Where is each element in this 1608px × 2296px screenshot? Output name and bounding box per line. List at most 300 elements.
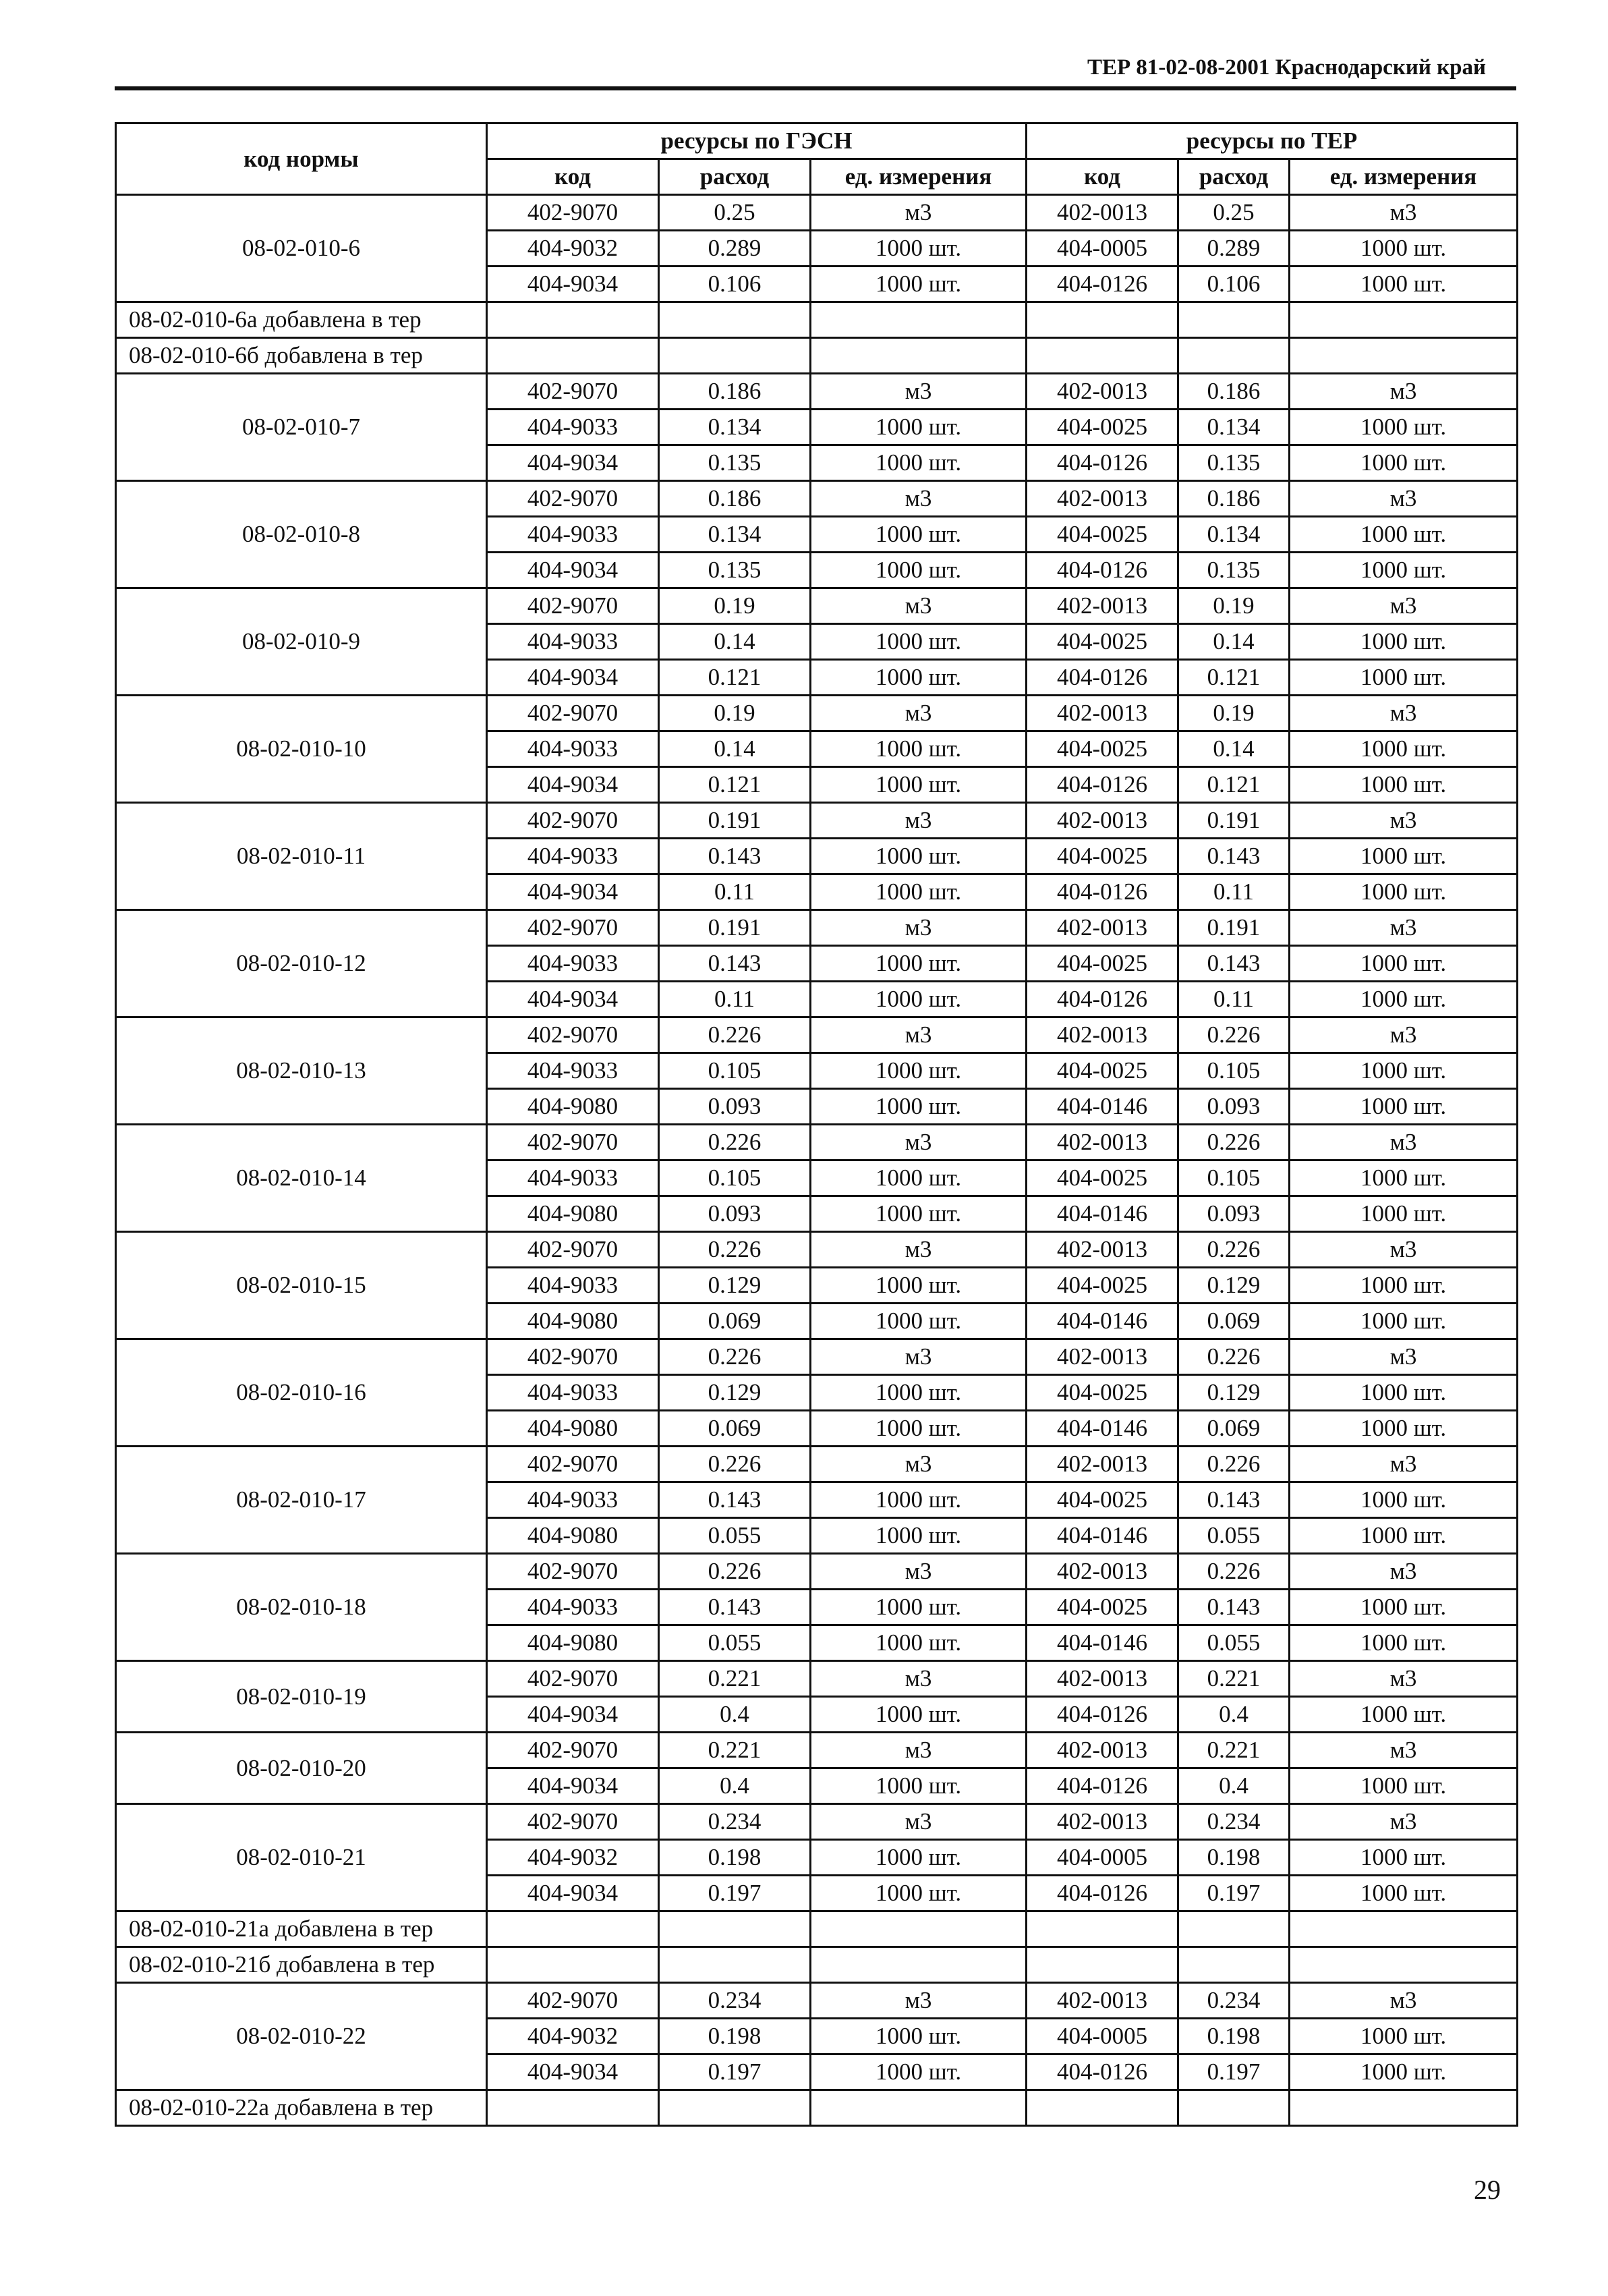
norm-code-cell: 08-02-010-6б добавлена в тер bbox=[116, 338, 487, 374]
gesn-code-cell: 404-9034 bbox=[487, 445, 659, 481]
gesn-usage-cell: 0.143 bbox=[659, 1482, 811, 1518]
ter-unit-cell: 1000 шт. bbox=[1290, 1518, 1518, 1554]
gesn-unit-cell: м3 bbox=[811, 1804, 1027, 1840]
gesn-code-cell: 404-9033 bbox=[487, 1482, 659, 1518]
resources-table bbox=[115, 122, 1518, 2127]
ter-unit-cell: 1000 шт. bbox=[1290, 624, 1518, 660]
ter-unit-cell: 1000 шт. bbox=[1290, 553, 1518, 588]
gesn-usage-cell: 0.186 bbox=[659, 481, 811, 517]
ter-code-cell: 404-0126 bbox=[1027, 1768, 1178, 1804]
gesn-code-cell: 404-9080 bbox=[487, 1411, 659, 1447]
gesn-code-cell: 404-9032 bbox=[487, 1840, 659, 1876]
ter-code-cell: 404-0025 bbox=[1027, 946, 1178, 982]
ter-unit-cell: 1000 шт. bbox=[1290, 1411, 1518, 1447]
table-row-added bbox=[116, 338, 1518, 374]
gesn-unit-cell: 1000 шт. bbox=[811, 2019, 1027, 2054]
gesn-usage-cell: 0.186 bbox=[659, 374, 811, 410]
gesn-code-cell: 404-9033 bbox=[487, 839, 659, 874]
ter-usage-cell: 0.069 bbox=[1178, 1411, 1290, 1447]
gesn-code-cell: 402-9070 bbox=[487, 374, 659, 410]
ter-unit-cell: 1000 шт. bbox=[1290, 1482, 1518, 1518]
gesn-code-cell: 402-9070 bbox=[487, 910, 659, 946]
empty-cell bbox=[1027, 302, 1178, 338]
ter-usage-cell: 0.234 bbox=[1178, 1804, 1290, 1840]
page-number: 29 bbox=[1474, 2175, 1501, 2205]
gesn-usage-cell: 0.221 bbox=[659, 1733, 811, 1768]
ter-unit-cell: 1000 шт. bbox=[1290, 2054, 1518, 2090]
ter-unit-cell: 1000 шт. bbox=[1290, 2019, 1518, 2054]
norm-code-cell: 08-02-010-22 bbox=[116, 1983, 487, 2090]
gesn-code-cell: 404-9033 bbox=[487, 410, 659, 445]
empty-cell bbox=[1290, 1947, 1518, 1983]
gesn-code-cell: 404-9033 bbox=[487, 1375, 659, 1411]
table-row bbox=[116, 374, 1518, 410]
empty-cell bbox=[1178, 302, 1290, 338]
gesn-code-cell: 402-9070 bbox=[487, 1447, 659, 1482]
ter-usage-cell: 0.226 bbox=[1178, 1554, 1290, 1590]
gesn-unit-cell: 1000 шт. bbox=[811, 2054, 1027, 2090]
gesn-unit-cell: 1000 шт. bbox=[811, 1625, 1027, 1661]
ter-unit-cell: 1000 шт. bbox=[1290, 1196, 1518, 1232]
empty-cell bbox=[487, 1947, 659, 1983]
empty-cell bbox=[659, 2090, 811, 2126]
ter-usage-cell: 0.221 bbox=[1178, 1733, 1290, 1768]
gesn-code-cell: 404-9034 bbox=[487, 2054, 659, 2090]
ter-usage-cell: 0.135 bbox=[1178, 553, 1290, 588]
gesn-code-cell: 402-9070 bbox=[487, 1983, 659, 2019]
gesn-code-cell: 404-9080 bbox=[487, 1196, 659, 1232]
gesn-unit-cell: м3 bbox=[811, 696, 1027, 731]
ter-code-cell: 404-0146 bbox=[1027, 1411, 1178, 1447]
ter-unit-cell: 1000 шт. bbox=[1290, 839, 1518, 874]
empty-cell bbox=[1290, 302, 1518, 338]
ter-code-cell: 402-0013 bbox=[1027, 1232, 1178, 1268]
ter-code-cell: 404-0025 bbox=[1027, 839, 1178, 874]
gesn-usage-cell: 0.226 bbox=[659, 1125, 811, 1160]
gesn-usage-cell: 0.226 bbox=[659, 1232, 811, 1268]
table-row bbox=[116, 1661, 1518, 1697]
gesn-code-cell: 402-9070 bbox=[487, 1661, 659, 1697]
gesn-usage-cell: 0.198 bbox=[659, 2019, 811, 2054]
ter-usage-cell: 0.14 bbox=[1178, 624, 1290, 660]
ter-code-cell: 404-0025 bbox=[1027, 1268, 1178, 1304]
empty-cell bbox=[659, 1947, 811, 1983]
ter-code-cell: 404-0025 bbox=[1027, 731, 1178, 767]
ter-code-cell: 404-0025 bbox=[1027, 1160, 1178, 1196]
empty-cell bbox=[487, 302, 659, 338]
ter-usage-cell: 0.289 bbox=[1178, 231, 1290, 267]
ter-usage-cell: 0.198 bbox=[1178, 2019, 1290, 2054]
gesn-unit-cell: 1000 шт. bbox=[811, 553, 1027, 588]
table-row-added bbox=[116, 2090, 1518, 2126]
gesn-usage-cell: 0.226 bbox=[659, 1554, 811, 1590]
gesn-unit-cell: м3 bbox=[811, 803, 1027, 839]
gesn-unit-cell: м3 bbox=[811, 1661, 1027, 1697]
ter-usage-cell: 0.14 bbox=[1178, 731, 1290, 767]
ter-usage-cell: 0.226 bbox=[1178, 1125, 1290, 1160]
ter-code-cell: 402-0013 bbox=[1027, 910, 1178, 946]
empty-cell bbox=[811, 1947, 1027, 1983]
ter-unit-cell: м3 bbox=[1290, 1447, 1518, 1482]
gesn-unit-cell: м3 bbox=[811, 910, 1027, 946]
table-row bbox=[116, 910, 1518, 946]
ter-code-cell: 402-0013 bbox=[1027, 1554, 1178, 1590]
ter-unit-cell: м3 bbox=[1290, 588, 1518, 624]
col-group-ter: ресурсы по ТЕР bbox=[1027, 123, 1518, 159]
ter-code-cell: 404-0126 bbox=[1027, 874, 1178, 910]
gesn-code-cell: 402-9070 bbox=[487, 1232, 659, 1268]
gesn-unit-cell: м3 bbox=[811, 1017, 1027, 1053]
gesn-unit-cell: 1000 шт. bbox=[811, 1697, 1027, 1733]
gesn-usage-cell: 0.143 bbox=[659, 1590, 811, 1625]
gesn-usage-cell: 0.129 bbox=[659, 1375, 811, 1411]
gesn-usage-cell: 0.093 bbox=[659, 1089, 811, 1125]
ter-code-cell: 404-0126 bbox=[1027, 767, 1178, 803]
gesn-usage-cell: 0.105 bbox=[659, 1053, 811, 1089]
ter-code-cell: 402-0013 bbox=[1027, 1447, 1178, 1482]
ter-usage-cell: 0.197 bbox=[1178, 1876, 1290, 1911]
empty-cell bbox=[1027, 2090, 1178, 2126]
gesn-unit-cell: 1000 шт. bbox=[811, 1304, 1027, 1339]
norm-code-cell: 08-02-010-21а добавлена в тер bbox=[116, 1911, 487, 1947]
ter-code-cell: 402-0013 bbox=[1027, 1125, 1178, 1160]
norm-code-cell: 08-02-010-6 bbox=[116, 195, 487, 302]
ter-unit-cell: м3 bbox=[1290, 481, 1518, 517]
gesn-unit-cell: 1000 шт. bbox=[811, 1196, 1027, 1232]
gesn-unit-cell: 1000 шт. bbox=[811, 517, 1027, 553]
norm-code-cell: 08-02-010-12 bbox=[116, 910, 487, 1017]
empty-cell bbox=[487, 338, 659, 374]
norm-code-cell: 08-02-010-9 bbox=[116, 588, 487, 696]
ter-code-cell: 402-0013 bbox=[1027, 1339, 1178, 1375]
gesn-unit-cell: 1000 шт. bbox=[811, 1160, 1027, 1196]
gesn-unit-cell: 1000 шт. bbox=[811, 1482, 1027, 1518]
gesn-code-cell: 404-9080 bbox=[487, 1518, 659, 1554]
empty-cell bbox=[1027, 338, 1178, 374]
col-header-norm-code: код нормы bbox=[116, 123, 487, 195]
empty-cell bbox=[1178, 1947, 1290, 1983]
ter-unit-cell: 1000 шт. bbox=[1290, 1089, 1518, 1125]
norm-code-cell: 08-02-010-8 bbox=[116, 481, 487, 588]
ter-usage-cell: 0.226 bbox=[1178, 1232, 1290, 1268]
gesn-usage-cell: 0.226 bbox=[659, 1339, 811, 1375]
ter-code-cell: 404-0126 bbox=[1027, 660, 1178, 696]
gesn-unit-cell: м3 bbox=[811, 1554, 1027, 1590]
gesn-unit-cell: 1000 шт. bbox=[811, 731, 1027, 767]
ter-unit-cell: 1000 шт. bbox=[1290, 267, 1518, 302]
gesn-unit-cell: 1000 шт. bbox=[811, 1590, 1027, 1625]
ter-unit-cell: 1000 шт. bbox=[1290, 1160, 1518, 1196]
ter-code-cell: 404-0025 bbox=[1027, 1375, 1178, 1411]
gesn-unit-cell: 1000 шт. bbox=[811, 624, 1027, 660]
gesn-usage-cell: 0.14 bbox=[659, 731, 811, 767]
gesn-code-cell: 402-9070 bbox=[487, 1125, 659, 1160]
ter-code-cell: 402-0013 bbox=[1027, 374, 1178, 410]
ter-unit-cell: м3 bbox=[1290, 1804, 1518, 1840]
gesn-code-cell: 402-9070 bbox=[487, 1804, 659, 1840]
empty-cell bbox=[487, 1911, 659, 1947]
ter-code-cell: 404-0126 bbox=[1027, 1697, 1178, 1733]
ter-usage-cell: 0.134 bbox=[1178, 517, 1290, 553]
ter-code-cell: 404-0146 bbox=[1027, 1304, 1178, 1339]
empty-cell bbox=[811, 302, 1027, 338]
ter-usage-cell: 0.4 bbox=[1178, 1697, 1290, 1733]
col-group-gesn: ресурсы по ГЭСН bbox=[487, 123, 1027, 159]
gesn-usage-cell: 0.191 bbox=[659, 803, 811, 839]
ter-usage-cell: 0.055 bbox=[1178, 1625, 1290, 1661]
gesn-unit-cell: м3 bbox=[811, 588, 1027, 624]
table-body bbox=[116, 195, 1518, 2126]
ter-usage-cell: 0.069 bbox=[1178, 1304, 1290, 1339]
ter-usage-cell: 0.121 bbox=[1178, 660, 1290, 696]
ter-code-cell: 404-0025 bbox=[1027, 624, 1178, 660]
ter-unit-cell: 1000 шт. bbox=[1290, 517, 1518, 553]
gesn-code-cell: 404-9032 bbox=[487, 2019, 659, 2054]
gesn-usage-cell: 0.143 bbox=[659, 839, 811, 874]
gesn-code-cell: 402-9070 bbox=[487, 195, 659, 231]
gesn-unit-cell: 1000 шт. bbox=[811, 1053, 1027, 1089]
ter-unit-cell: 1000 шт. bbox=[1290, 445, 1518, 481]
gesn-unit-cell: 1000 шт. bbox=[811, 839, 1027, 874]
gesn-code-cell: 404-9033 bbox=[487, 517, 659, 553]
norm-code-cell: 08-02-010-10 bbox=[116, 696, 487, 803]
table-row-added bbox=[116, 1911, 1518, 1947]
ter-usage-cell: 0.234 bbox=[1178, 1983, 1290, 2019]
gesn-usage-cell: 0.226 bbox=[659, 1017, 811, 1053]
table-row-added bbox=[116, 1947, 1518, 1983]
ter-code-cell: 404-0146 bbox=[1027, 1089, 1178, 1125]
ter-code-cell: 402-0013 bbox=[1027, 1804, 1178, 1840]
gesn-unit-cell: 1000 шт. bbox=[811, 660, 1027, 696]
gesn-unit-cell: 1000 шт. bbox=[811, 1375, 1027, 1411]
gesn-unit-cell: м3 bbox=[811, 1983, 1027, 2019]
ter-unit-cell: м3 bbox=[1290, 1125, 1518, 1160]
col-header-gesn-code: код bbox=[487, 159, 659, 195]
gesn-code-cell: 404-9033 bbox=[487, 1590, 659, 1625]
ter-code-cell: 402-0013 bbox=[1027, 1983, 1178, 2019]
ter-usage-cell: 0.105 bbox=[1178, 1053, 1290, 1089]
ter-code-cell: 404-0025 bbox=[1027, 410, 1178, 445]
gesn-unit-cell: 1000 шт. bbox=[811, 767, 1027, 803]
ter-unit-cell: м3 bbox=[1290, 1339, 1518, 1375]
ter-usage-cell: 0.19 bbox=[1178, 696, 1290, 731]
empty-cell bbox=[1027, 1947, 1178, 1983]
gesn-usage-cell: 0.11 bbox=[659, 982, 811, 1017]
gesn-usage-cell: 0.093 bbox=[659, 1196, 811, 1232]
ter-usage-cell: 0.19 bbox=[1178, 588, 1290, 624]
gesn-unit-cell: 1000 шт. bbox=[811, 1840, 1027, 1876]
empty-cell bbox=[811, 338, 1027, 374]
table-row bbox=[116, 588, 1518, 624]
gesn-usage-cell: 0.4 bbox=[659, 1768, 811, 1804]
ter-usage-cell: 0.191 bbox=[1178, 910, 1290, 946]
empty-cell bbox=[659, 302, 811, 338]
table-row bbox=[116, 1733, 1518, 1768]
ter-usage-cell: 0.226 bbox=[1178, 1339, 1290, 1375]
ter-code-cell: 404-0126 bbox=[1027, 553, 1178, 588]
norm-code-cell: 08-02-010-6а добавлена в тер bbox=[116, 302, 487, 338]
ter-code-cell: 404-0025 bbox=[1027, 1053, 1178, 1089]
gesn-code-cell: 402-9070 bbox=[487, 1554, 659, 1590]
header-row-groups bbox=[116, 123, 1518, 159]
ter-usage-cell: 0.134 bbox=[1178, 410, 1290, 445]
ter-code-cell: 404-0025 bbox=[1027, 1482, 1178, 1518]
gesn-unit-cell: м3 bbox=[811, 1125, 1027, 1160]
norm-code-cell: 08-02-010-17 bbox=[116, 1447, 487, 1554]
gesn-code-cell: 404-9033 bbox=[487, 1053, 659, 1089]
ter-code-cell: 402-0013 bbox=[1027, 1733, 1178, 1768]
empty-cell bbox=[1290, 338, 1518, 374]
ter-unit-cell: 1000 шт. bbox=[1290, 410, 1518, 445]
gesn-usage-cell: 0.19 bbox=[659, 696, 811, 731]
ter-unit-cell: м3 bbox=[1290, 1554, 1518, 1590]
gesn-unit-cell: 1000 шт. bbox=[811, 1268, 1027, 1304]
gesn-usage-cell: 0.14 bbox=[659, 624, 811, 660]
col-header-ter-unit: ед. измерения bbox=[1290, 159, 1518, 195]
norm-code-cell: 08-02-010-18 bbox=[116, 1554, 487, 1661]
ter-code-cell: 404-0126 bbox=[1027, 2054, 1178, 2090]
ter-code-cell: 402-0013 bbox=[1027, 481, 1178, 517]
norm-code-cell: 08-02-010-11 bbox=[116, 803, 487, 910]
col-header-gesn-usage: расход bbox=[659, 159, 811, 195]
table-row bbox=[116, 1125, 1518, 1160]
gesn-code-cell: 404-9033 bbox=[487, 1268, 659, 1304]
table-row bbox=[116, 1983, 1518, 2019]
gesn-unit-cell: 1000 шт. bbox=[811, 1411, 1027, 1447]
col-header-ter-code: код bbox=[1027, 159, 1178, 195]
gesn-unit-cell: м3 bbox=[811, 1232, 1027, 1268]
gesn-code-cell: 404-9034 bbox=[487, 874, 659, 910]
gesn-unit-cell: 1000 шт. bbox=[811, 874, 1027, 910]
empty-cell bbox=[811, 2090, 1027, 2126]
gesn-code-cell: 404-9034 bbox=[487, 553, 659, 588]
ter-usage-cell: 0.186 bbox=[1178, 481, 1290, 517]
empty-cell bbox=[1290, 2090, 1518, 2126]
gesn-usage-cell: 0.234 bbox=[659, 1983, 811, 2019]
ter-usage-cell: 0.055 bbox=[1178, 1518, 1290, 1554]
table-row bbox=[116, 481, 1518, 517]
gesn-usage-cell: 0.197 bbox=[659, 2054, 811, 2090]
gesn-code-cell: 404-9033 bbox=[487, 731, 659, 767]
gesn-unit-cell: м3 bbox=[811, 374, 1027, 410]
gesn-usage-cell: 0.105 bbox=[659, 1160, 811, 1196]
ter-code-cell: 404-0126 bbox=[1027, 267, 1178, 302]
ter-unit-cell: м3 bbox=[1290, 696, 1518, 731]
ter-usage-cell: 0.226 bbox=[1178, 1447, 1290, 1482]
ter-usage-cell: 0.093 bbox=[1178, 1089, 1290, 1125]
ter-usage-cell: 0.129 bbox=[1178, 1268, 1290, 1304]
gesn-usage-cell: 0.121 bbox=[659, 660, 811, 696]
ter-unit-cell: 1000 шт. bbox=[1290, 660, 1518, 696]
gesn-usage-cell: 0.25 bbox=[659, 195, 811, 231]
empty-cell bbox=[659, 1911, 811, 1947]
gesn-code-cell: 404-9080 bbox=[487, 1625, 659, 1661]
ter-unit-cell: м3 bbox=[1290, 195, 1518, 231]
empty-cell bbox=[1290, 1911, 1518, 1947]
ter-unit-cell: 1000 шт. bbox=[1290, 1375, 1518, 1411]
gesn-usage-cell: 0.143 bbox=[659, 946, 811, 982]
gesn-usage-cell: 0.069 bbox=[659, 1411, 811, 1447]
ter-code-cell: 402-0013 bbox=[1027, 588, 1178, 624]
ter-code-cell: 404-0025 bbox=[1027, 1590, 1178, 1625]
gesn-code-cell: 402-9070 bbox=[487, 1017, 659, 1053]
ter-usage-cell: 0.143 bbox=[1178, 1482, 1290, 1518]
gesn-usage-cell: 0.134 bbox=[659, 410, 811, 445]
gesn-usage-cell: 0.106 bbox=[659, 267, 811, 302]
ter-code-cell: 402-0013 bbox=[1027, 1661, 1178, 1697]
gesn-usage-cell: 0.055 bbox=[659, 1518, 811, 1554]
gesn-unit-cell: 1000 шт. bbox=[811, 1089, 1027, 1125]
gesn-usage-cell: 0.135 bbox=[659, 553, 811, 588]
gesn-usage-cell: 0.135 bbox=[659, 445, 811, 481]
table-row bbox=[116, 1447, 1518, 1482]
norm-code-cell: 08-02-010-7 bbox=[116, 374, 487, 481]
ter-code-cell: 404-0146 bbox=[1027, 1518, 1178, 1554]
ter-unit-cell: м3 bbox=[1290, 374, 1518, 410]
ter-usage-cell: 0.143 bbox=[1178, 946, 1290, 982]
table-row-added bbox=[116, 302, 1518, 338]
ter-usage-cell: 0.129 bbox=[1178, 1375, 1290, 1411]
gesn-unit-cell: 1000 шт. bbox=[811, 982, 1027, 1017]
gesn-code-cell: 404-9080 bbox=[487, 1089, 659, 1125]
gesn-code-cell: 404-9034 bbox=[487, 1697, 659, 1733]
gesn-usage-cell: 0.19 bbox=[659, 588, 811, 624]
table-row bbox=[116, 696, 1518, 731]
col-header-ter-usage: расход bbox=[1178, 159, 1290, 195]
gesn-usage-cell: 0.069 bbox=[659, 1304, 811, 1339]
gesn-unit-cell: 1000 шт. bbox=[811, 445, 1027, 481]
ter-unit-cell: м3 bbox=[1290, 803, 1518, 839]
ter-unit-cell: м3 bbox=[1290, 1661, 1518, 1697]
gesn-code-cell: 404-9034 bbox=[487, 660, 659, 696]
gesn-code-cell: 402-9070 bbox=[487, 588, 659, 624]
norm-code-cell: 08-02-010-21б добавлена в тер bbox=[116, 1947, 487, 1983]
gesn-usage-cell: 0.221 bbox=[659, 1661, 811, 1697]
ter-usage-cell: 0.143 bbox=[1178, 839, 1290, 874]
ter-usage-cell: 0.11 bbox=[1178, 874, 1290, 910]
gesn-code-cell: 404-9033 bbox=[487, 946, 659, 982]
ter-unit-cell: м3 bbox=[1290, 1017, 1518, 1053]
ter-code-cell: 404-0126 bbox=[1027, 445, 1178, 481]
norm-code-cell: 08-02-010-19 bbox=[116, 1661, 487, 1733]
ter-usage-cell: 0.197 bbox=[1178, 2054, 1290, 2090]
ter-usage-cell: 0.198 bbox=[1178, 1840, 1290, 1876]
gesn-unit-cell: 1000 шт. bbox=[811, 946, 1027, 982]
empty-cell bbox=[487, 2090, 659, 2126]
gesn-usage-cell: 0.226 bbox=[659, 1447, 811, 1482]
gesn-unit-cell: 1000 шт. bbox=[811, 410, 1027, 445]
ter-usage-cell: 0.11 bbox=[1178, 982, 1290, 1017]
ter-unit-cell: 1000 шт. bbox=[1290, 1304, 1518, 1339]
gesn-code-cell: 404-9034 bbox=[487, 982, 659, 1017]
ter-unit-cell: 1000 шт. bbox=[1290, 1768, 1518, 1804]
empty-cell bbox=[1027, 1911, 1178, 1947]
header-rule bbox=[115, 86, 1516, 90]
col-header-gesn-unit: ед. измерения bbox=[811, 159, 1027, 195]
gesn-code-cell: 404-9034 bbox=[487, 1876, 659, 1911]
ter-unit-cell: 1000 шт. bbox=[1290, 982, 1518, 1017]
gesn-unit-cell: м3 bbox=[811, 481, 1027, 517]
ter-usage-cell: 0.191 bbox=[1178, 803, 1290, 839]
norm-code-cell: 08-02-010-14 bbox=[116, 1125, 487, 1232]
table-row bbox=[116, 803, 1518, 839]
ter-unit-cell: 1000 шт. bbox=[1290, 1053, 1518, 1089]
ter-unit-cell: м3 bbox=[1290, 910, 1518, 946]
ter-unit-cell: 1000 шт. bbox=[1290, 1625, 1518, 1661]
gesn-usage-cell: 0.055 bbox=[659, 1625, 811, 1661]
gesn-usage-cell: 0.11 bbox=[659, 874, 811, 910]
ter-unit-cell: 1000 шт. bbox=[1290, 874, 1518, 910]
